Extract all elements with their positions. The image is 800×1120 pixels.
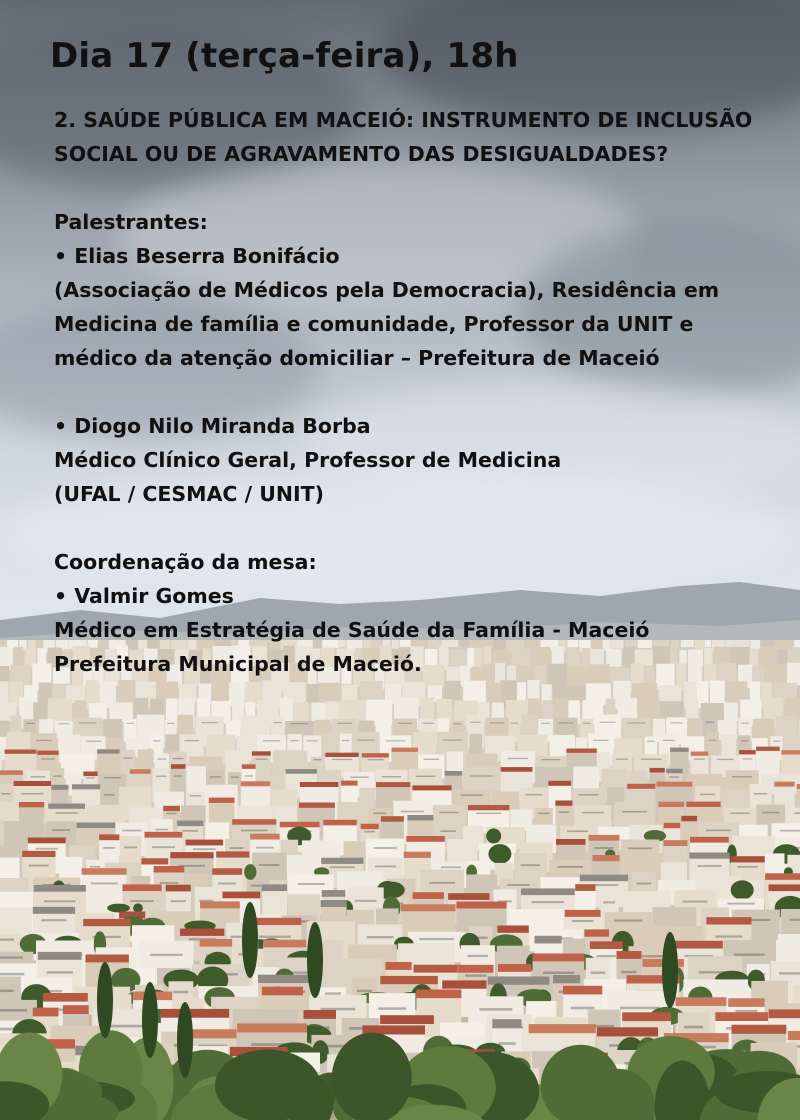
- coordinator-desc-line-2: Prefeitura Municipal de Maceió.: [54, 652, 422, 676]
- topic-title: [54, 103, 784, 171]
- date-heading: Dia 17 (terça-feira), 18h: [50, 36, 519, 76]
- speaker-1-desc-line-1: (Associação de Médicos pela Democracia), Residência em: [54, 278, 720, 302]
- coordinator-desc-line-1: Médico em Estratégia de Saúde da Família - Maceió: [54, 618, 650, 642]
- speaker-1-desc-line-3: médico da atenção domiciliar – Prefeitura de Maceió: [54, 346, 660, 370]
- speaker-1-name: • Elias Beserra Bonifácio: [54, 244, 340, 268]
- speaker-1-desc-line-2: Medicina de família e comunidade, Professor da UNIT e: [54, 312, 694, 336]
- speaker-2-name: • Diogo Nilo Miranda Borba: [54, 414, 371, 438]
- speakers-heading: Palestrantes:: [54, 210, 208, 234]
- topic-line-1: 2. SAÚDE PÚBLICA EM MACEIÓ: INSTRUMENTO DE INCLUSÃO: [54, 108, 753, 132]
- city-buildings: [0, 640, 800, 1120]
- coordination-heading: Coordenação da mesa:: [54, 550, 317, 574]
- speaker-2-desc-line-1: Médico Clínico Geral, Professor de Medicina: [54, 448, 562, 472]
- coordinator-name: • Valmir Gomes: [54, 584, 234, 608]
- speaker-2-desc-line-2: (UFAL / CESMAC / UNIT): [54, 482, 325, 506]
- speakers-section: [54, 205, 784, 681]
- topic-line-2: SOCIAL OU DE AGRAVAMENTO DAS DESIGUALDADES?: [54, 142, 669, 166]
